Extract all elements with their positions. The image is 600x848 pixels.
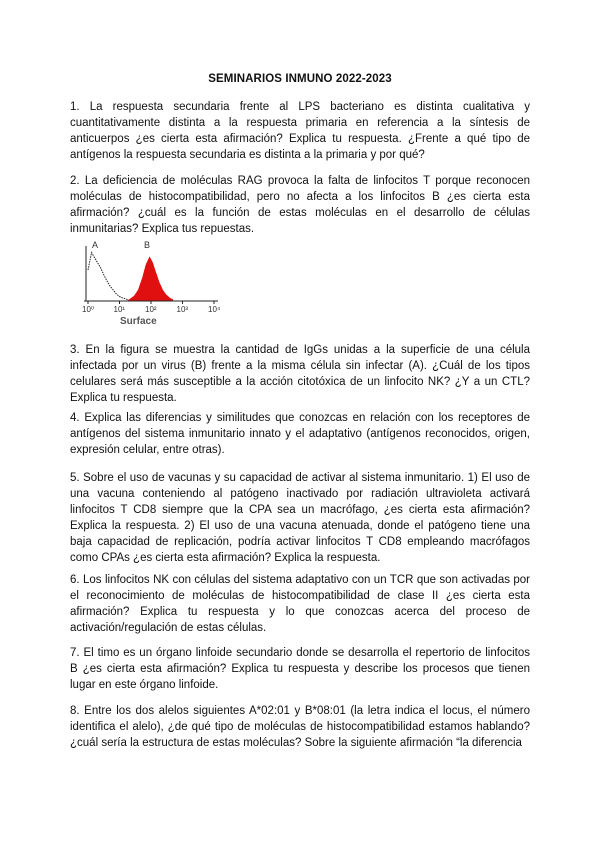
x-tick-label: 10¹: [113, 305, 126, 314]
series-a-curve: [88, 253, 129, 301]
question-5: 5. Sobre el uso de vacunas y su capacidad de activar al sistema inmunitario. 1) El uso de una vacuna conteniendo al patógeno inactivado por radiación ultravioleta activará linfocitos T CD8 siempre que la CPA sea un macrófago, ¿es cierta esta afirmación? Explica la respuesta. 2) El uso de una vacuna atenuada, donde el patógeno tiene una baja capacidad de replicación, podría activar linfocitos T CD8 empleando macrófagos como CPAs ¿es cierta esta afirmación? Explica la respuesta.: [70, 472, 530, 564]
question-1: 1. La respuesta secundaria frente al LPS bacteriano es distinta cualitativa y cuantitativamente distinta a la respuesta primaria en referencia a la síntesis de anticuerpos ¿es cierta esta afirmación? Explica tu respuesta. ¿Frente a qué tipo de antígenos la respuesta secundaria es distinta a la primaria y por qué?: [70, 101, 530, 161]
series: [88, 253, 173, 301]
series-b-label: B: [144, 240, 151, 250]
x-tick-label: 10⁴: [208, 305, 221, 314]
x-tick-label: 10²: [145, 305, 157, 314]
question-8: 8. Entre los dos alelos siguientes A*02:01 y B*08:01 (la letra indica el locus, el número identifica el alelo), ¿de qué tipo de moléculas de histocompatibilidad estamos hablando? ¿cuál sería la estructura de estas moléculas? Sobre la siguiente afirmación “la diferencia: [70, 705, 530, 749]
x-tick-label: 10³: [176, 305, 189, 314]
question-6: 6. Los linfocitos NK con células del sistema adaptativo con un TCR que son activadas por el reconocimiento de moléculas de histocompatibilidad de clase II ¿es cierta esta afirmación? Explica tu respuesta y lo que conozcas acerca del proceso de activación/regulación de estas células.: [70, 574, 530, 634]
flow-cytometry-histogram: [78, 236, 221, 328]
question-7: 7. El timo es un órgano linfoide secundario donde se desarrolla el repertorio de linfocitos B ¿es cierta esta afirmación? Explica tu respuesta y describe los procesos que tienen lugar en este órgano linfoide.: [70, 647, 530, 691]
question-3: 3. En la figura se muestra la cantidad de IgGs unidas a la superficie de una célula infectada por un virus (B) frente a la misma célula sin infectar (A). ¿Cuál de los tipos celulares será más susceptible a la acción citotóxica de un linfocito NK? ¿Y a un CTL? Explica tu respuesta.: [70, 344, 530, 404]
question-2: 2. La deficiencia de moléculas RAG provoca la falta de linfocitos T porque reconocen moléculas de histocompatibilidad, pero no afecta a los linfocitos B ¿es cierta esta afirmación? ¿cuál es la función de estas moléculas en el desarrollo de células inmunitarias? Explica tus repuestas.: [70, 175, 530, 235]
page-title: SEMINARIOS INMUNO 2022-2023: [208, 73, 392, 85]
series-a-label: A: [92, 240, 99, 250]
question-4: 4. Explica las diferencias y similitudes que conozcas en relación con los receptores de antígenos del sistema inmunitario innato y el adaptativo (antígenos reconocidos, origen, expresión celular, entre otras).: [70, 412, 530, 456]
series-b-area: [129, 258, 173, 301]
x-ticks: [82, 301, 221, 314]
x-tick-label: 10⁰: [82, 305, 95, 314]
x-axis-label: Surface: [120, 316, 157, 327]
